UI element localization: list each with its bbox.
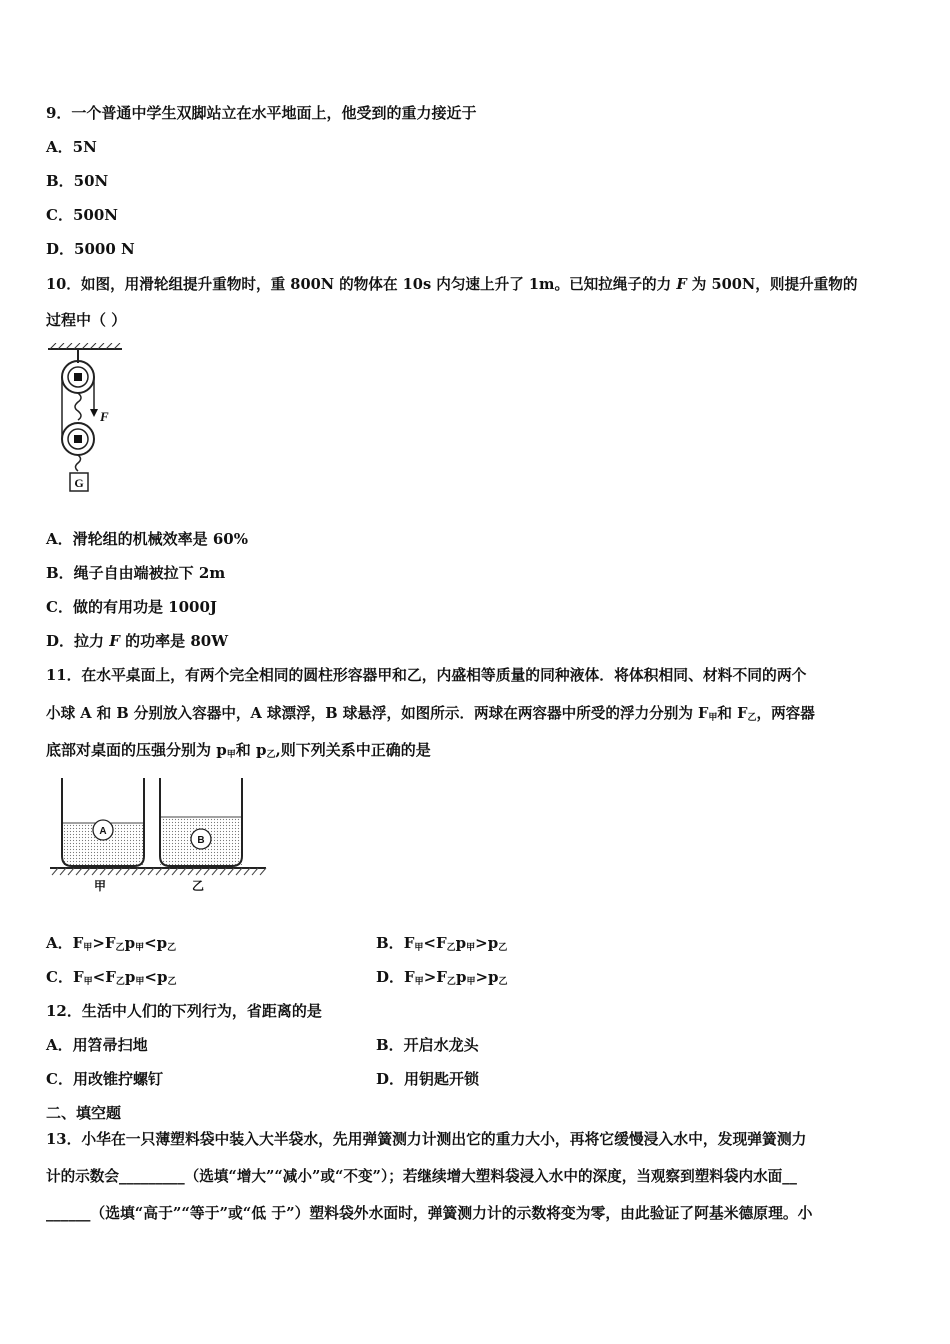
q11-option-d: D．$F_甲>F_乙p_甲>p_乙$ bbox=[376, 968, 508, 987]
containers-diagram bbox=[48, 776, 270, 894]
q10-stem-line2: 过程中（ ） bbox=[46, 311, 127, 329]
container-jia-label: 甲 bbox=[93, 879, 107, 893]
q12-option-b: B．开启水龙头 bbox=[376, 1036, 479, 1054]
q11-stem-line3: 底部对桌面的压强分别为 $p_甲$和 $p_乙$,则下列关系中正确的是 bbox=[46, 741, 431, 760]
q11-option-c: C．$F_甲<F_乙p_甲<p_乙$ bbox=[46, 968, 177, 987]
q13-line2: 计的示数会_________（选填“增大”“减小”或“不变”）；若继续增大塑料袋浸入水中的深度，当观察到塑料袋内水面__ bbox=[46, 1168, 797, 1185]
q13-line1: 13．小华在一只薄塑料袋中装入大半袋水，先用弹簧测力计测出它的重力大小，再将它缓慢浸入水中，发现弹簧测力 bbox=[46, 1131, 807, 1148]
q11-option-b: B．$F_甲<F_乙p_甲>p_乙$ bbox=[376, 934, 508, 953]
q10-stem-line1: 10．如图，用滑轮组提升重物时，重 800N 的物体在 10s 内匀速上升了 1m。已知拉绳子的力 F 为 500N，则提升重物的 bbox=[46, 276, 858, 293]
q9-option-c: C．500N bbox=[46, 206, 118, 224]
q10-option-a: A．滑轮组的机械效率是 60% bbox=[46, 530, 248, 548]
q13-line3: ______（选填“高于”“等于”或“低 于”）塑料袋外水面时，弹簧测力计的示数将变为零，由此验证了阿基米德原理。小 bbox=[46, 1205, 813, 1222]
q10-option-b: B．绳子自由端被拉下 2m bbox=[46, 564, 226, 582]
q11-stem-line1: 11．在水平桌面上，有两个完全相同的圆柱形容器甲和乙，内盛相等质量的同种液体．将体积相同、材料不同的两个 bbox=[46, 667, 807, 684]
q12-option-c: C．用改锥拧螺钉 bbox=[46, 1070, 163, 1088]
q12-stem: 12．生活中人们的下列行为，省距离的是 bbox=[46, 1002, 322, 1020]
q10-option-d: D．拉力 F 的功率是 80W bbox=[46, 632, 229, 650]
container-yi-label: 乙 bbox=[191, 879, 205, 893]
q10-option-c: C．做的有用功是 1000J bbox=[46, 598, 218, 616]
weight-label: G bbox=[74, 476, 84, 490]
force-label: F bbox=[100, 409, 109, 424]
ball-b-label: B bbox=[197, 835, 205, 846]
pulley-diagram bbox=[48, 343, 128, 495]
ball-a-label: A bbox=[99, 826, 107, 837]
section-title: 二、填空题 bbox=[46, 1104, 122, 1122]
q12-option-d: D．用钥匙开锁 bbox=[376, 1070, 480, 1088]
q9-option-b: B．50N bbox=[46, 172, 109, 190]
q12-option-a: A．用笤帚扫地 bbox=[46, 1036, 148, 1054]
q11-option-a: A．$F_甲>F_乙p_甲<p_乙$ bbox=[46, 934, 177, 953]
q9-option-a: A．5N bbox=[46, 138, 97, 156]
q11-stem-line2: 小球 A 和 B 分别放入容器中，A 球漂浮，B 球悬浮，如图所示．两球在两容器中所受的浮力分别为 $F_甲$和 $F_乙$，两容器 bbox=[46, 705, 815, 723]
q9-option-d: D．5000 N bbox=[46, 240, 135, 258]
q9-stem: 9．一个普通中学生双脚站立在水平地面上，他受到的重力接近于 bbox=[46, 104, 477, 122]
